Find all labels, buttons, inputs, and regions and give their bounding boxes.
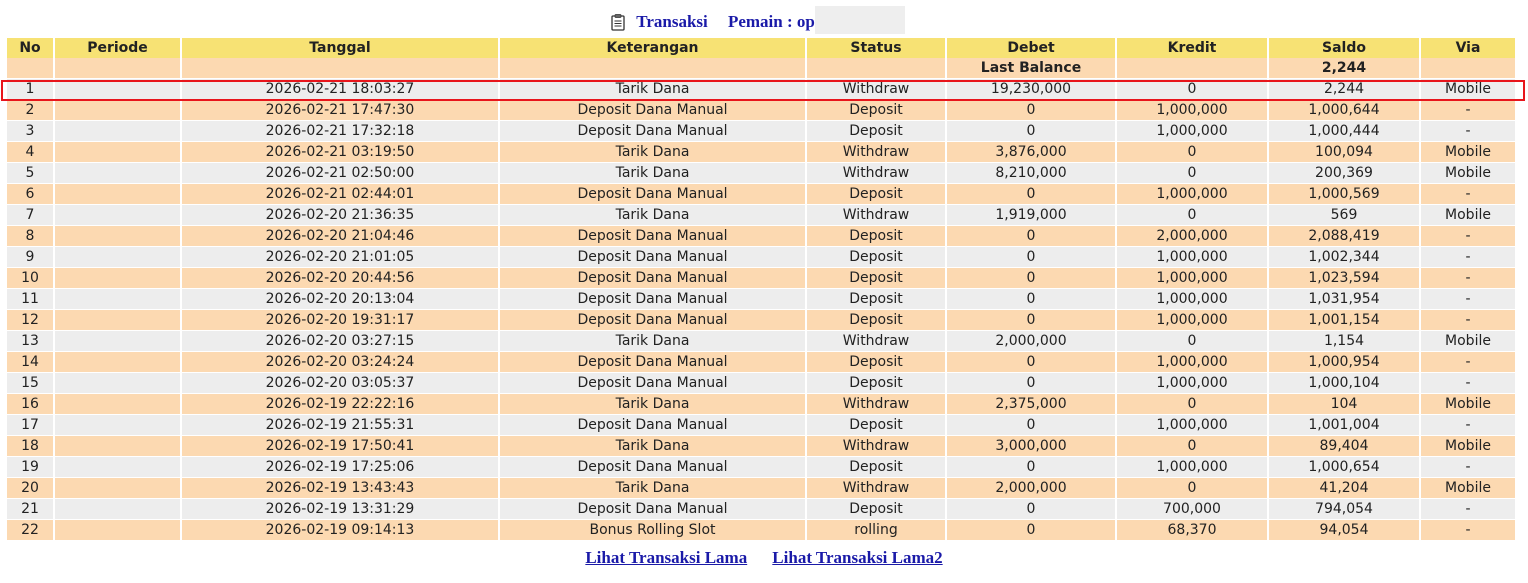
table-row: [7, 331, 1517, 352]
cell-debet: 0: [947, 247, 1117, 268]
col-header-periode: Periode: [55, 38, 182, 58]
cell-kredit: 0: [1117, 142, 1269, 163]
cell-debet: 0: [947, 352, 1117, 373]
cell-kredit: 0: [1117, 79, 1269, 100]
table-row: [7, 352, 1517, 373]
cell-via: -: [1421, 121, 1517, 142]
table-row: [7, 394, 1517, 415]
cell-saldo: 2,088,419: [1269, 226, 1421, 247]
cell-saldo: 1,000,444: [1269, 121, 1421, 142]
cell-debet: 0: [947, 457, 1117, 478]
cell-no: 6: [7, 184, 55, 205]
cell-no: 18: [7, 436, 55, 457]
cell-keterangan: Deposit Dana Manual: [500, 184, 807, 205]
table-row: [7, 247, 1517, 268]
cell-status: Withdraw: [807, 205, 947, 226]
cell-kredit: 700,000: [1117, 499, 1269, 520]
cell-saldo: 1,001,004: [1269, 415, 1421, 436]
cell-debet: 2,000,000: [947, 331, 1117, 352]
cell-tanggal: 2026-02-20 21:04:46: [182, 226, 500, 247]
col-header-debet: Debet: [947, 38, 1117, 58]
cell-debet: 0: [947, 373, 1117, 394]
cell-keterangan: Deposit Dana Manual: [500, 268, 807, 289]
cell-via: Mobile: [1421, 331, 1517, 352]
col-header-status: Status: [807, 38, 947, 58]
cell-status: Deposit: [807, 184, 947, 205]
table-row: [7, 268, 1517, 289]
cell-no: 9: [7, 247, 55, 268]
cell-status: Deposit: [807, 289, 947, 310]
cell-via: -: [1421, 415, 1517, 436]
cell-debet: 2,375,000: [947, 394, 1117, 415]
cell-debet: 0: [947, 520, 1117, 541]
cell-kredit: 1,000,000: [1117, 247, 1269, 268]
cell-tanggal: 2026-02-21 17:47:30: [182, 100, 500, 121]
cell-via: -: [1421, 373, 1517, 394]
table-header-row: [7, 38, 1517, 58]
cell-tanggal: 2026-02-21 03:19:50: [182, 142, 500, 163]
cell-tanggal: 2026-02-19 13:43:43: [182, 478, 500, 499]
cell-keterangan: Deposit Dana Manual: [500, 310, 807, 331]
cell-no: 12: [7, 310, 55, 331]
cell-periode: [55, 79, 182, 100]
cell-kredit: 2,000,000: [1117, 226, 1269, 247]
cell-debet: 0: [947, 100, 1117, 121]
cell-status: Deposit: [807, 268, 947, 289]
cell-saldo: 200,369: [1269, 163, 1421, 184]
cell-no: 13: [7, 331, 55, 352]
cell-no: 8: [7, 226, 55, 247]
cell-via: -: [1421, 289, 1517, 310]
old-transactions-2-link[interactable]: Lihat Transaksi Lama2: [772, 548, 943, 567]
cell-kredit: 1,000,000: [1117, 100, 1269, 121]
cell-tanggal: 2026-02-19 09:14:13: [182, 520, 500, 541]
cell-periode: [55, 499, 182, 520]
cell-keterangan: Deposit Dana Manual: [500, 100, 807, 121]
table-row: [7, 142, 1517, 163]
cell-no: 20: [7, 478, 55, 499]
cell-via: -: [1421, 226, 1517, 247]
cell-status: Deposit: [807, 226, 947, 247]
cell-status: Deposit: [807, 373, 947, 394]
table-row: [7, 373, 1517, 394]
col-header-keterangan: Keterangan: [500, 38, 807, 58]
cell-periode: [55, 478, 182, 499]
cell-no: 15: [7, 373, 55, 394]
cell-via: -: [1421, 100, 1517, 121]
cell-no: 22: [7, 520, 55, 541]
cell-tanggal: 2026-02-19 17:50:41: [182, 436, 500, 457]
cell-via: Mobile: [1421, 79, 1517, 100]
cell-saldo: 1,000,954: [1269, 352, 1421, 373]
cell-tanggal: 2026-02-21 02:44:01: [182, 184, 500, 205]
cell-via: -: [1421, 352, 1517, 373]
cell-no: 4: [7, 142, 55, 163]
table-row: [7, 184, 1517, 205]
footer-links: [0, 548, 1528, 568]
cell-saldo: 2,244: [1269, 79, 1421, 100]
table-row: [7, 310, 1517, 331]
cell-via: -: [1421, 268, 1517, 289]
cell-status: Deposit: [807, 499, 947, 520]
cell-saldo: 794,054: [1269, 499, 1421, 520]
cell-saldo: 1,000,644: [1269, 100, 1421, 121]
cell-saldo: 1,000,654: [1269, 457, 1421, 478]
cell-keterangan: Tarik Dana: [500, 478, 807, 499]
last-balance-value: 2,244: [1269, 58, 1421, 79]
table-row: [7, 499, 1517, 520]
cell-periode: [55, 331, 182, 352]
cell-no: 21: [7, 499, 55, 520]
cell-periode: [55, 100, 182, 121]
cell-debet: 0: [947, 268, 1117, 289]
cell-keterangan: Deposit Dana Manual: [500, 289, 807, 310]
cell-keterangan: Tarik Dana: [500, 394, 807, 415]
table-row: [7, 100, 1517, 121]
table-row: [7, 163, 1517, 184]
cell-periode: [55, 310, 182, 331]
cell-status: Deposit: [807, 415, 947, 436]
cell-tanggal: 2026-02-20 20:13:04: [182, 289, 500, 310]
cell-status: Withdraw: [807, 163, 947, 184]
cell-periode: [55, 436, 182, 457]
cell-periode: [55, 373, 182, 394]
cell-status: Deposit: [807, 352, 947, 373]
table-row: [7, 478, 1517, 499]
cell-saldo: 100,094: [1269, 142, 1421, 163]
pemain-label: Pemain : op: [727, 12, 815, 31]
cell-no: 2: [7, 100, 55, 121]
cell-via: -: [1421, 184, 1517, 205]
cell-via: Mobile: [1421, 478, 1517, 499]
cell-no: 11: [7, 289, 55, 310]
cell-tanggal: 2026-02-21 02:50:00: [182, 163, 500, 184]
cell-no: 3: [7, 121, 55, 142]
cell-keterangan: Deposit Dana Manual: [500, 352, 807, 373]
cell-keterangan: Bonus Rolling Slot: [500, 520, 807, 541]
cell-no: 16: [7, 394, 55, 415]
cell-debet: 0: [947, 289, 1117, 310]
table-row: [7, 520, 1517, 541]
cell-kredit: 1,000,000: [1117, 268, 1269, 289]
cell-saldo: 1,000,569: [1269, 184, 1421, 205]
cell-saldo: 89,404: [1269, 436, 1421, 457]
cell-status: Deposit: [807, 457, 947, 478]
col-header-tanggal: Tanggal: [182, 38, 500, 58]
cell-no: 10: [7, 268, 55, 289]
cell-tanggal: 2026-02-20 21:01:05: [182, 247, 500, 268]
cell-status: Withdraw: [807, 142, 947, 163]
cell-no: 5: [7, 163, 55, 184]
cell-status: Deposit: [807, 247, 947, 268]
cell-keterangan: Tarik Dana: [500, 436, 807, 457]
cell-saldo: 1,000,104: [1269, 373, 1421, 394]
cell-keterangan: Tarik Dana: [500, 331, 807, 352]
cell-via: Mobile: [1421, 205, 1517, 226]
cell-tanggal: 2026-02-20 03:05:37: [182, 373, 500, 394]
cell-saldo: 1,031,954: [1269, 289, 1421, 310]
cell-debet: 1,919,000: [947, 205, 1117, 226]
cell-keterangan: Tarik Dana: [500, 142, 807, 163]
cell-saldo: 1,154: [1269, 331, 1421, 352]
cell-saldo: 1,023,594: [1269, 268, 1421, 289]
cell-via: Mobile: [1421, 163, 1517, 184]
cell-tanggal: 2026-02-20 20:44:56: [182, 268, 500, 289]
cell-periode: [55, 184, 182, 205]
cell-debet: 0: [947, 310, 1117, 331]
cell-periode: [55, 205, 182, 226]
cell-keterangan: Deposit Dana Manual: [500, 373, 807, 394]
cell-kredit: 0: [1117, 394, 1269, 415]
cell-keterangan: Tarik Dana: [500, 205, 807, 226]
cell-tanggal: 2026-02-20 03:27:15: [182, 331, 500, 352]
table-row: [7, 226, 1517, 247]
table-row: [7, 289, 1517, 310]
cell-saldo: 1,001,154: [1269, 310, 1421, 331]
table-row: [7, 436, 1517, 457]
cell-keterangan: Tarik Dana: [500, 163, 807, 184]
cell-periode: [55, 457, 182, 478]
cell-status: rolling: [807, 520, 947, 541]
table-row: [7, 79, 1517, 100]
title-label: Transaksi: [636, 12, 708, 31]
cell-tanggal: 2026-02-19 21:55:31: [182, 415, 500, 436]
cell-saldo: 94,054: [1269, 520, 1421, 541]
cell-status: Withdraw: [807, 394, 947, 415]
cell-status: Withdraw: [807, 331, 947, 352]
cell-kredit: 1,000,000: [1117, 121, 1269, 142]
cell-tanggal: 2026-02-20 19:31:17: [182, 310, 500, 331]
col-header-saldo: Saldo: [1269, 38, 1421, 58]
cell-kredit: 1,000,000: [1117, 415, 1269, 436]
cell-via: -: [1421, 457, 1517, 478]
cell-no: 14: [7, 352, 55, 373]
cell-via: -: [1421, 499, 1517, 520]
cell-saldo: 1,002,344: [1269, 247, 1421, 268]
cell-status: Deposit: [807, 100, 947, 121]
cell-tanggal: 2026-02-19 22:22:16: [182, 394, 500, 415]
cell-keterangan: Tarik Dana: [500, 79, 807, 100]
cell-kredit: 1,000,000: [1117, 373, 1269, 394]
cell-kredit: 1,000,000: [1117, 184, 1269, 205]
cell-kredit: 68,370: [1117, 520, 1269, 541]
cell-tanggal: 2026-02-19 13:31:29: [182, 499, 500, 520]
cell-via: Mobile: [1421, 142, 1517, 163]
cell-periode: [55, 226, 182, 247]
cell-periode: [55, 121, 182, 142]
last-balance-row: [7, 58, 1517, 79]
redacted-username: [815, 6, 905, 34]
cell-saldo: 41,204: [1269, 478, 1421, 499]
table-row: [7, 457, 1517, 478]
cell-periode: [55, 394, 182, 415]
transaction-table: [7, 38, 1517, 541]
cell-debet: 3,876,000: [947, 142, 1117, 163]
col-header-no: No: [7, 38, 55, 58]
last-balance-label: Last Balance: [947, 58, 1117, 79]
cell-tanggal: 2026-02-20 21:36:35: [182, 205, 500, 226]
cell-status: Withdraw: [807, 79, 947, 100]
cell-kredit: 1,000,000: [1117, 289, 1269, 310]
cell-periode: [55, 352, 182, 373]
cell-periode: [55, 520, 182, 541]
cell-periode: [55, 289, 182, 310]
cell-via: -: [1421, 520, 1517, 541]
table-row: [7, 205, 1517, 226]
cell-kredit: 0: [1117, 331, 1269, 352]
cell-periode: [55, 415, 182, 436]
cell-no: 7: [7, 205, 55, 226]
cell-status: Deposit: [807, 310, 947, 331]
cell-status: Withdraw: [807, 478, 947, 499]
col-header-kredit: Kredit: [1117, 38, 1269, 58]
cell-debet: 0: [947, 121, 1117, 142]
cell-debet: 0: [947, 415, 1117, 436]
cell-kredit: 0: [1117, 436, 1269, 457]
cell-no: 19: [7, 457, 55, 478]
cell-kredit: 1,000,000: [1117, 457, 1269, 478]
table-row: [7, 121, 1517, 142]
cell-keterangan: Deposit Dana Manual: [500, 247, 807, 268]
cell-debet: 0: [947, 226, 1117, 247]
cell-kredit: 0: [1117, 205, 1269, 226]
cell-debet: 2,000,000: [947, 478, 1117, 499]
cell-via: -: [1421, 310, 1517, 331]
clipboard-icon: [611, 14, 625, 31]
cell-debet: 8,210,000: [947, 163, 1117, 184]
cell-periode: [55, 268, 182, 289]
cell-via: Mobile: [1421, 436, 1517, 457]
cell-keterangan: Deposit Dana Manual: [500, 226, 807, 247]
cell-debet: 0: [947, 184, 1117, 205]
cell-keterangan: Deposit Dana Manual: [500, 121, 807, 142]
cell-via: Mobile: [1421, 394, 1517, 415]
cell-kredit: 1,000,000: [1117, 310, 1269, 331]
old-transactions-link[interactable]: Lihat Transaksi Lama: [585, 548, 748, 567]
cell-periode: [55, 163, 182, 184]
cell-kredit: 1,000,000: [1117, 352, 1269, 373]
cell-periode: [55, 247, 182, 268]
cell-kredit: 0: [1117, 478, 1269, 499]
cell-no: 1: [7, 79, 55, 100]
page-title: [611, 8, 905, 36]
table-row: [7, 415, 1517, 436]
cell-keterangan: Deposit Dana Manual: [500, 415, 807, 436]
cell-tanggal: 2026-02-21 18:03:27: [182, 79, 500, 100]
cell-keterangan: Deposit Dana Manual: [500, 457, 807, 478]
cell-debet: 0: [947, 499, 1117, 520]
cell-tanggal: 2026-02-20 03:24:24: [182, 352, 500, 373]
cell-debet: 3,000,000: [947, 436, 1117, 457]
cell-saldo: 104: [1269, 394, 1421, 415]
cell-via: -: [1421, 247, 1517, 268]
cell-keterangan: Deposit Dana Manual: [500, 499, 807, 520]
cell-periode: [55, 142, 182, 163]
cell-tanggal: 2026-02-19 17:25:06: [182, 457, 500, 478]
cell-tanggal: 2026-02-21 17:32:18: [182, 121, 500, 142]
cell-no: 17: [7, 415, 55, 436]
col-header-via: Via: [1421, 38, 1517, 58]
cell-saldo: 569: [1269, 205, 1421, 226]
cell-kredit: 0: [1117, 163, 1269, 184]
page-title-bar: [0, 8, 1528, 34]
cell-status: Withdraw: [807, 436, 947, 457]
cell-debet: 19,230,000: [947, 79, 1117, 100]
cell-status: Deposit: [807, 121, 947, 142]
